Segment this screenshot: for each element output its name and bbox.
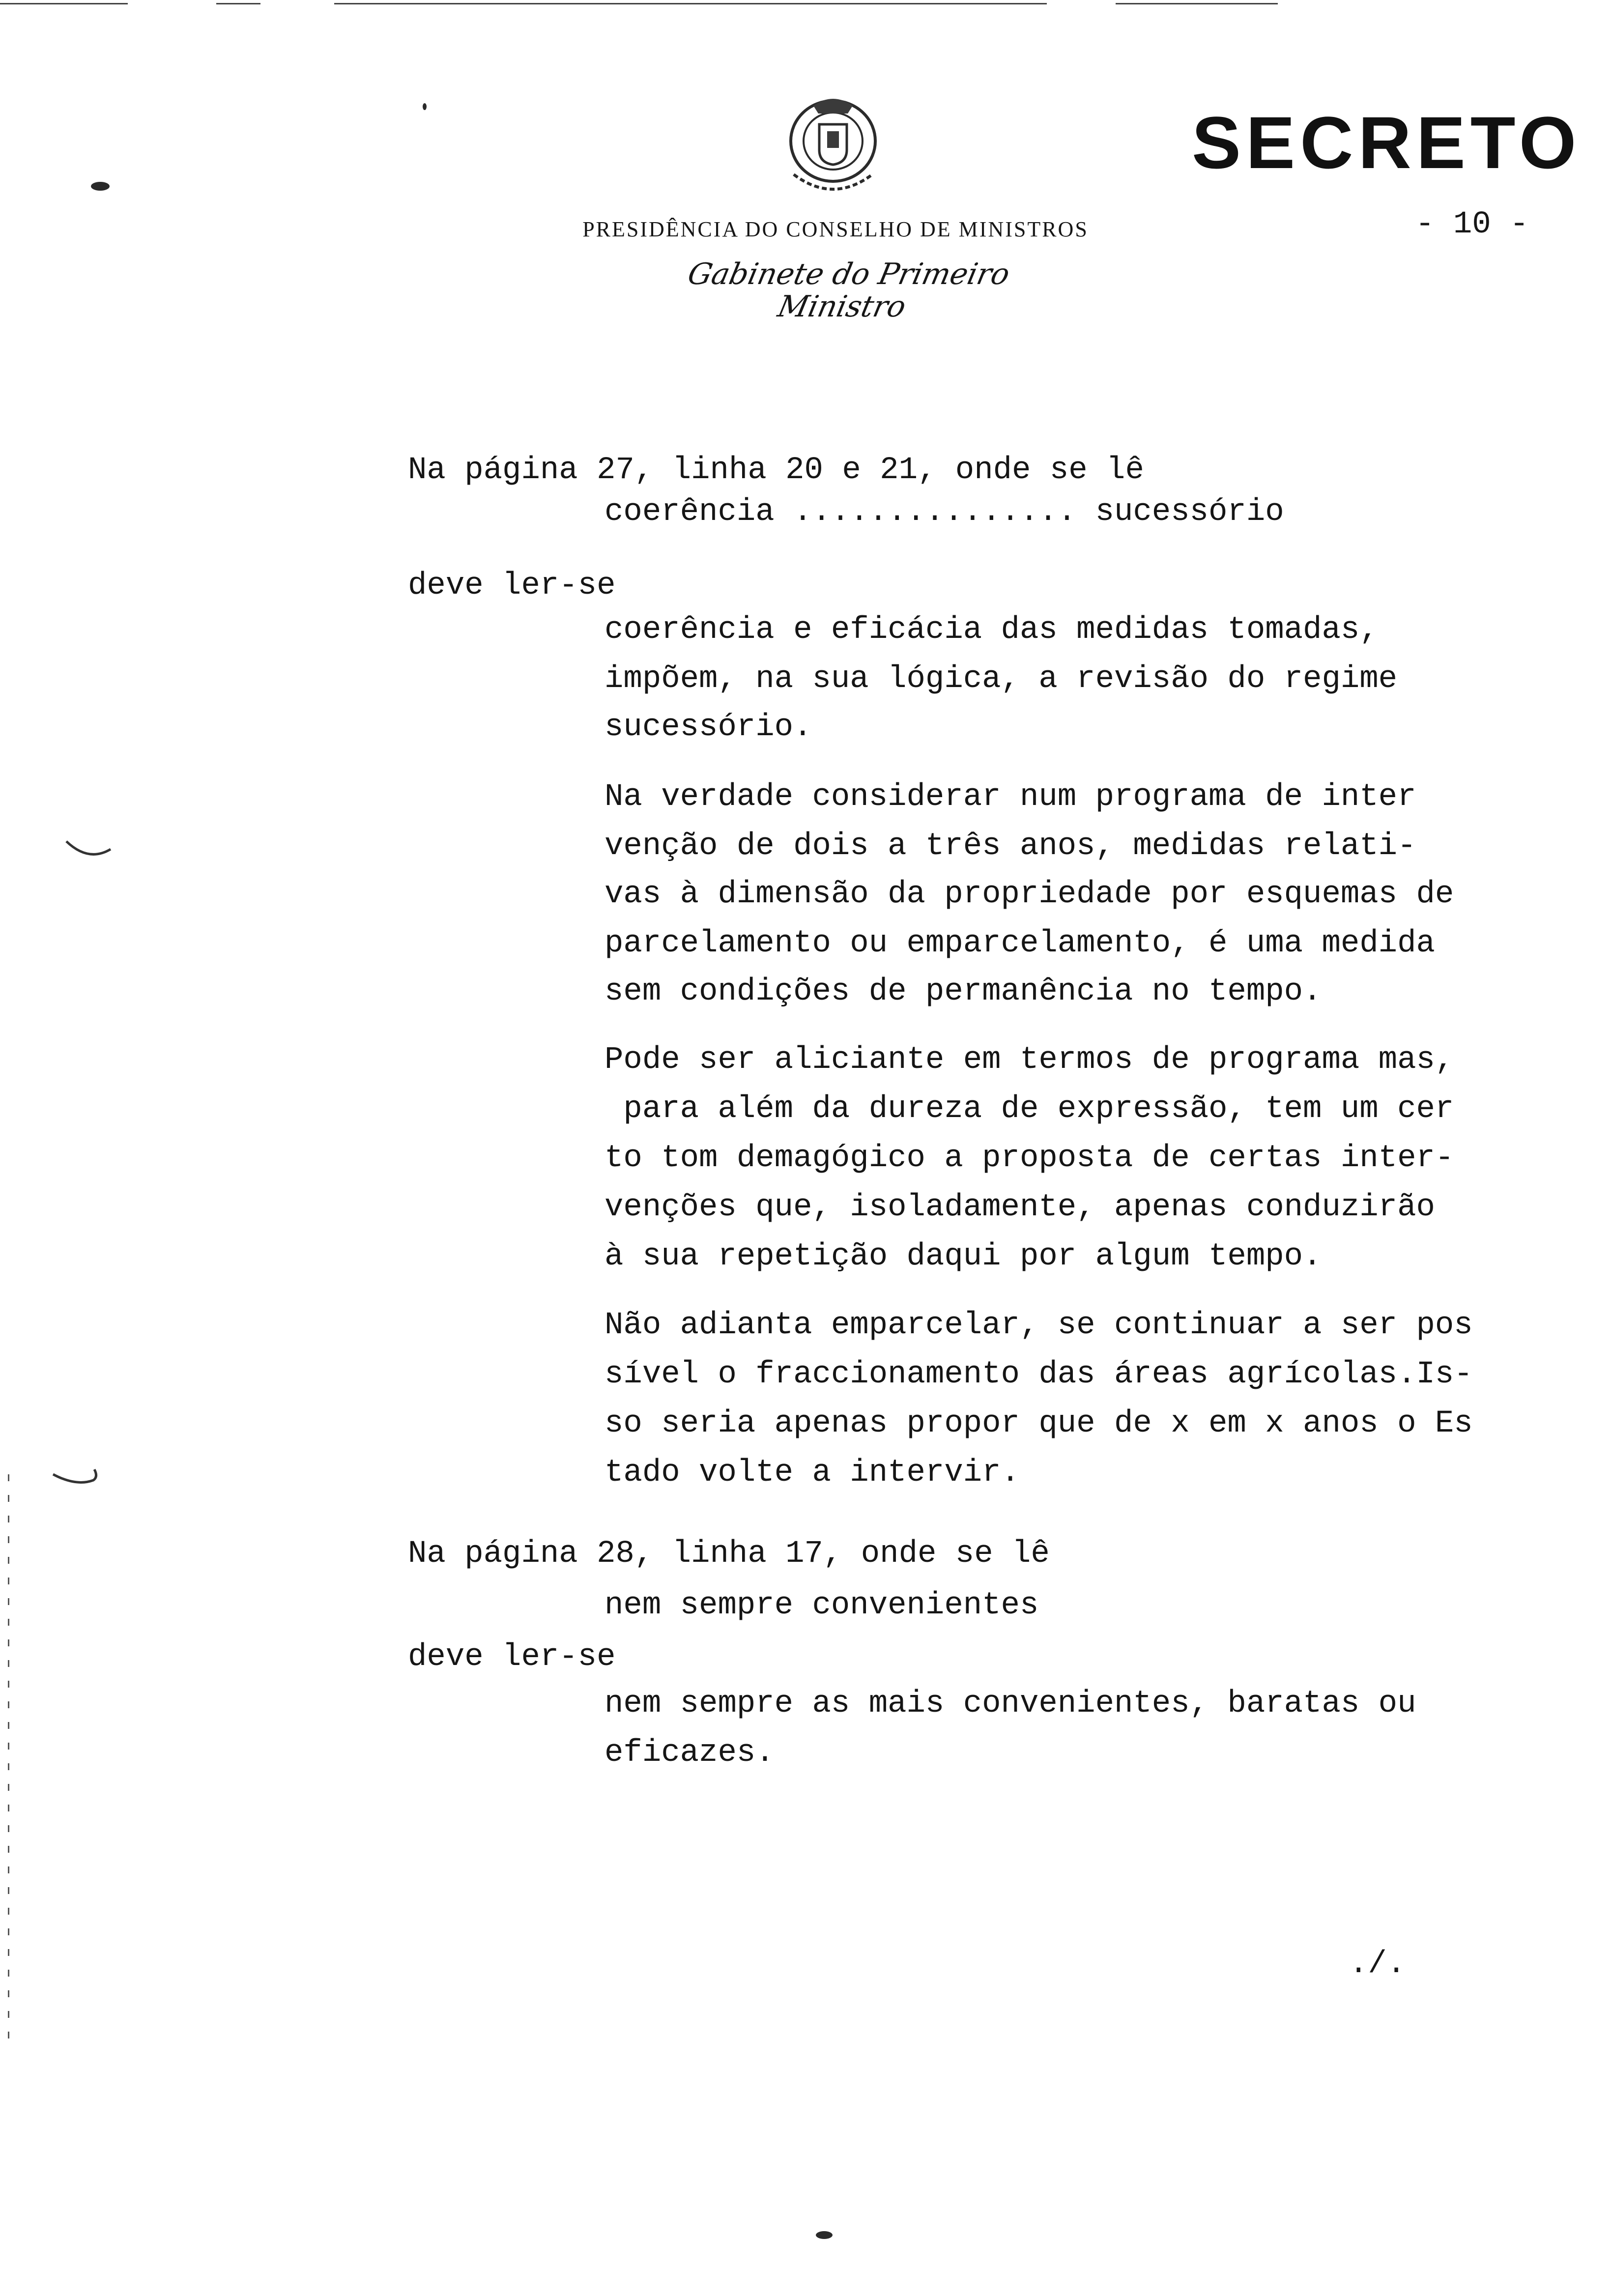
- text-line: sível o fraccionamento das áreas agrícolas.Is-: [604, 1357, 1473, 1392]
- scan-rule: [0, 3, 128, 4]
- classification-stamp: SECRETO: [1192, 101, 1582, 184]
- scan-mark: [49, 1455, 103, 1494]
- text-line: eficazes.: [604, 1735, 775, 1771]
- scan-rule: [334, 3, 1047, 4]
- text-line: à sua repetição daqui por algum tempo.: [604, 1239, 1322, 1274]
- text-line: coerência e eficácia das medidas tomadas,: [604, 612, 1379, 648]
- text-line: vas à dimensão da propriedade por esquemas de: [604, 877, 1454, 912]
- text-line: parcelamento ou emparcelamento, é uma medida: [604, 926, 1435, 961]
- correction-intro: Na página 28, linha 17, onde se lê: [408, 1536, 1050, 1572]
- scan-speck: [91, 182, 110, 191]
- institution-heading: PRESIDÊNCIA DO CONSELHO DE MINISTROS: [582, 217, 1089, 241]
- scan-rule: [216, 3, 260, 4]
- coat-of-arms-icon: [774, 86, 892, 199]
- text-line: venção de dois a três anos, medidas relati-: [604, 829, 1416, 864]
- text-line: para além da dureza de expressão, tem um cer: [604, 1091, 1454, 1127]
- original-quote: coerência ............... sucessório: [604, 494, 1284, 530]
- scan-rule: [1116, 3, 1278, 4]
- text-line: nem sempre as mais convenientes, baratas ou: [604, 1686, 1416, 1722]
- text-line: sucessório.: [604, 710, 812, 745]
- text-line: sem condições de permanência no tempo.: [604, 974, 1322, 1009]
- correction-instruction: deve ler-se: [408, 1639, 616, 1675]
- scan-mark: [64, 835, 113, 865]
- original-quote: nem sempre convenientes: [604, 1588, 1039, 1623]
- text-line: impõem, na sua lógica, a revisão do regime: [604, 661, 1398, 697]
- correction-intro: Na página 27, linha 20 e 21, onde se lê: [408, 453, 1144, 488]
- text-line: to tom demagógico a proposta de certas inter-: [604, 1141, 1454, 1176]
- text-line: tado volte a intervir.: [604, 1455, 1020, 1491]
- office-subheading: Gabinete do Primeiro Ministro: [685, 257, 1013, 324]
- text-line: Pode ser aliciante em termos de programa mas,: [604, 1042, 1454, 1078]
- binding-edge: [8, 1474, 9, 2039]
- text-line: venções que, isoladamente, apenas conduzirão: [604, 1190, 1435, 1225]
- text-line: so seria apenas propor que de x em x anos o Es: [604, 1406, 1473, 1441]
- text-line: Na verdade considerar num programa de inter: [604, 779, 1416, 815]
- text-line: Não adianta emparcelar, se continuar a ser pos: [604, 1308, 1473, 1343]
- scan-speck: [423, 103, 427, 110]
- page-number: - 10 -: [1415, 207, 1529, 242]
- correction-instruction: deve ler-se: [408, 568, 616, 603]
- scan-speck: [816, 2231, 833, 2239]
- continuation-mark: ./.: [1349, 1947, 1406, 1982]
